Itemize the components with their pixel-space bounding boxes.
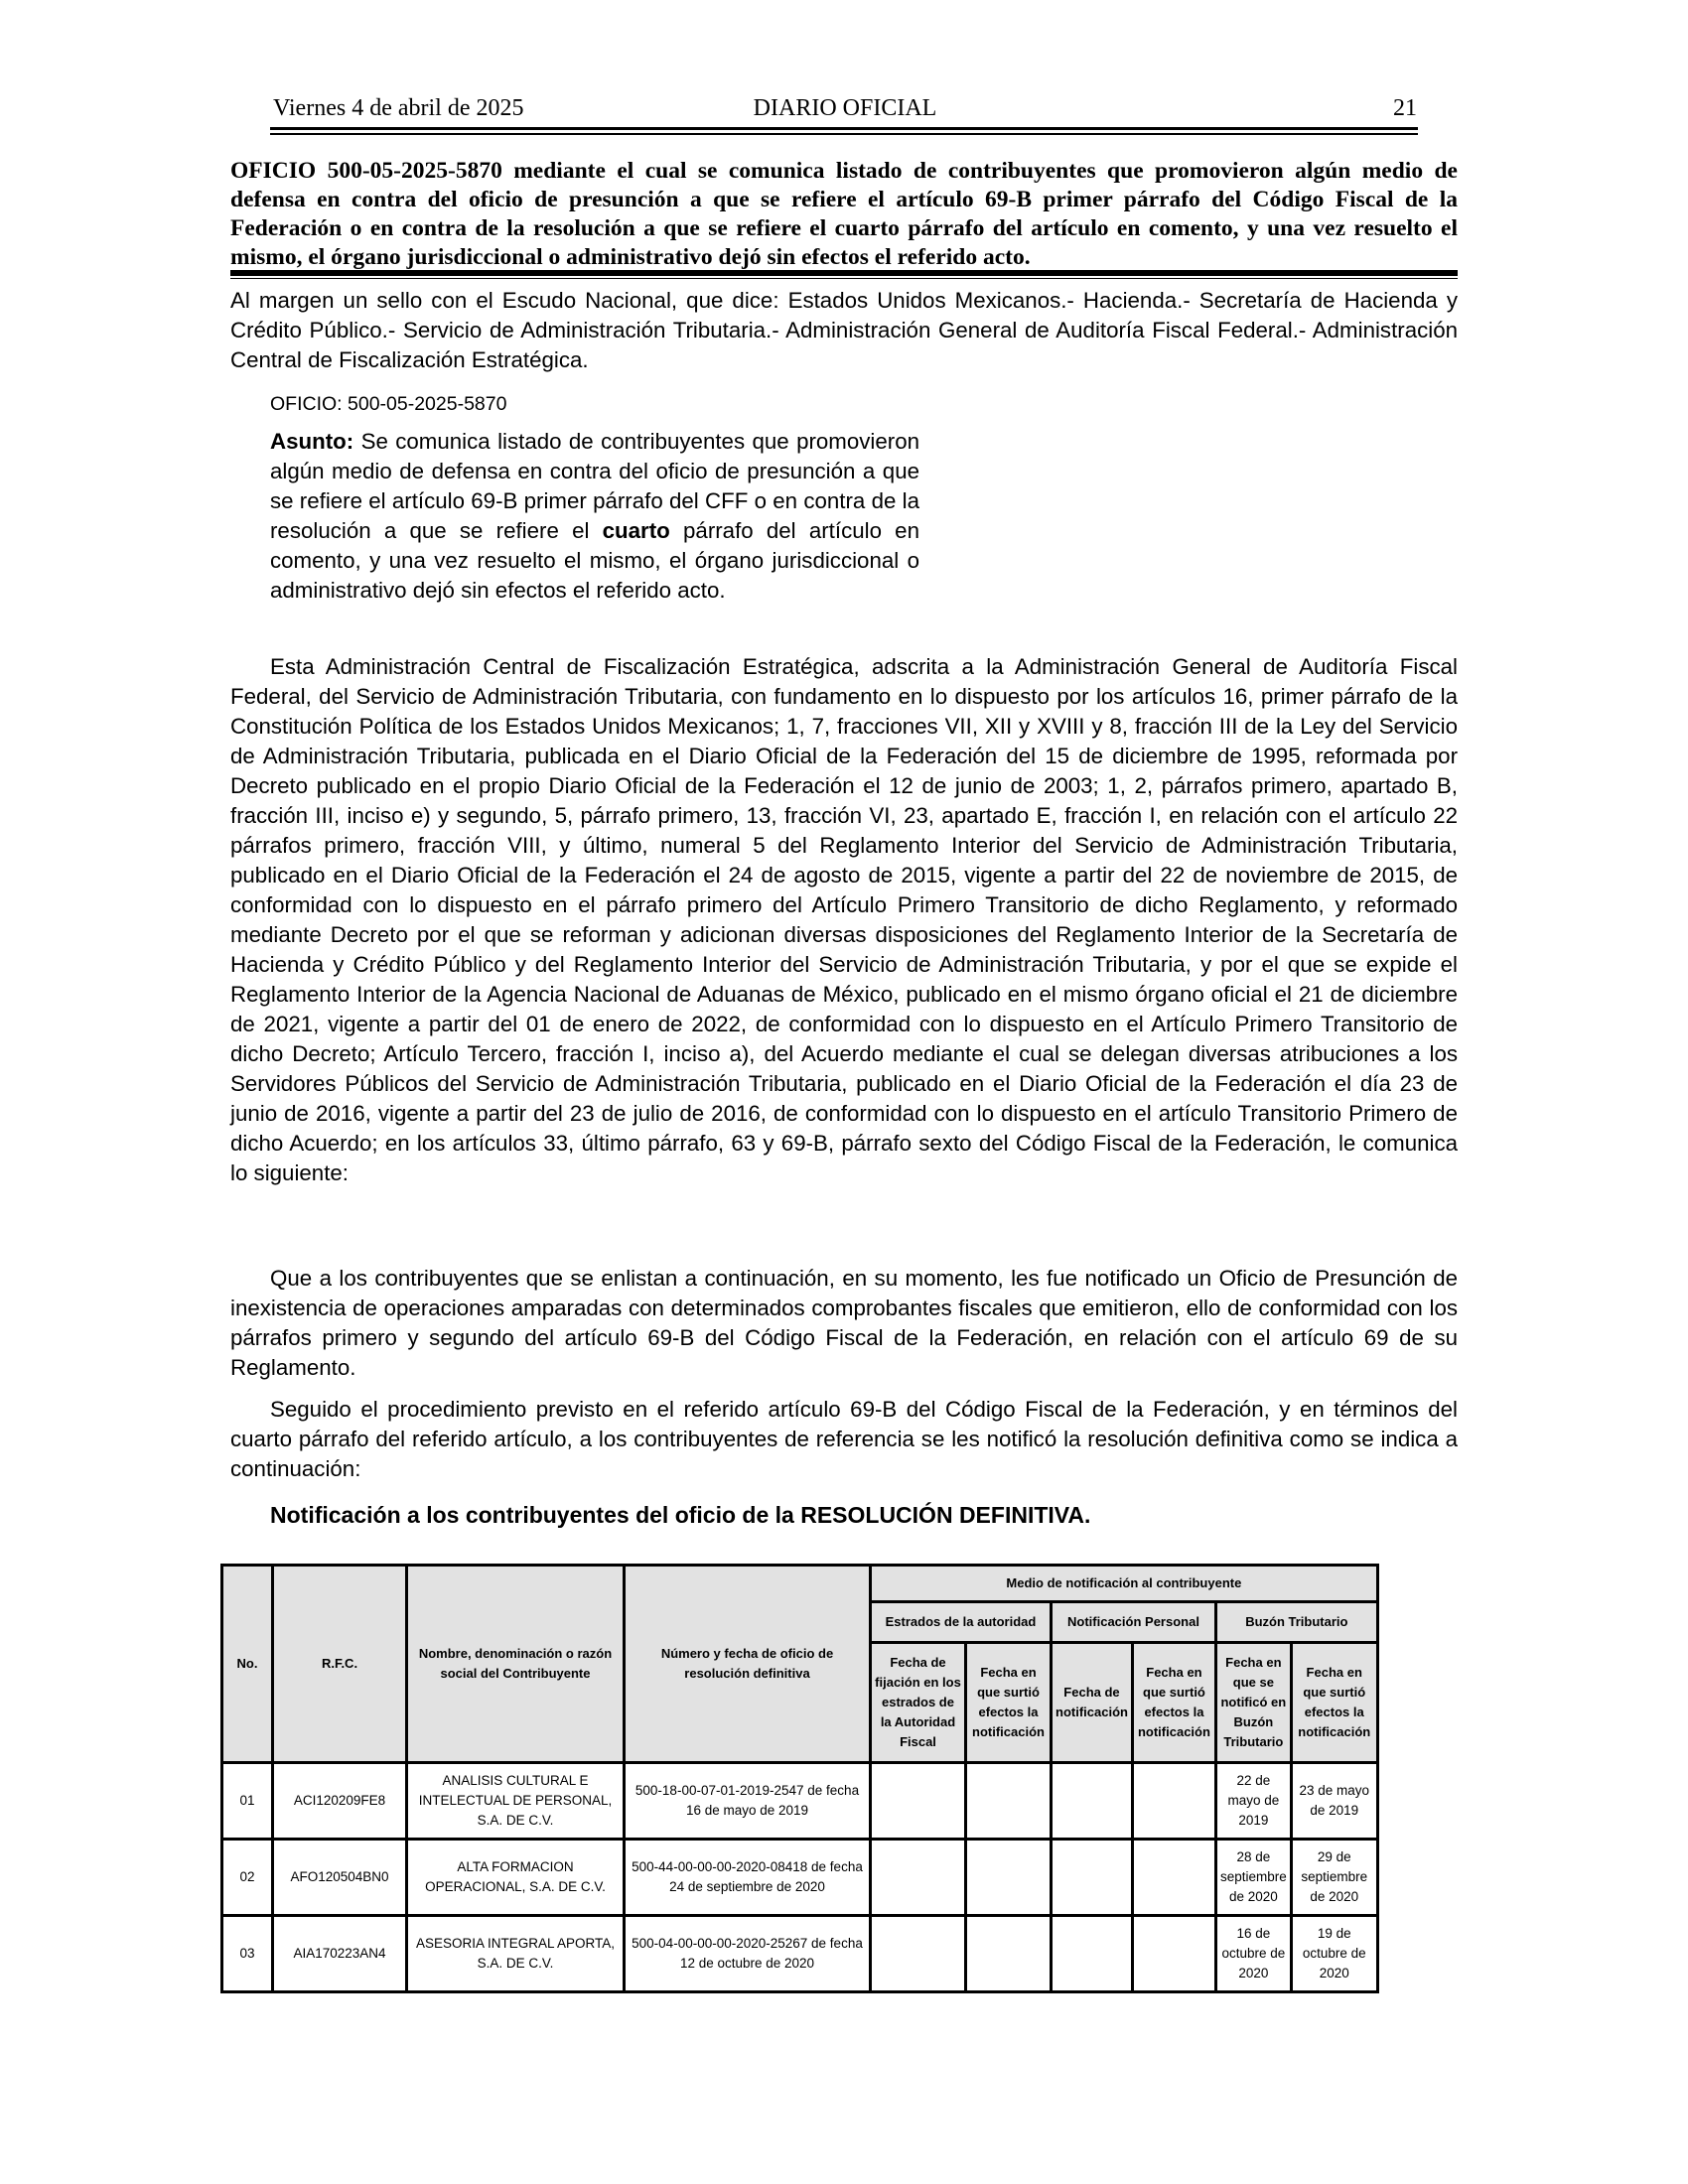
cell-oficio: 500-04-00-00-00-2020-25267 de fecha 12 de octubre de 2020: [625, 1916, 871, 1992]
cell-buzon-notificacion: 16 de octubre de 2020: [1215, 1916, 1291, 1992]
header-no: No.: [222, 1566, 273, 1763]
header-group-buzon: Buzón Tributario: [1215, 1602, 1377, 1643]
header-nombre: Nombre, denominación o razón social del Contribuyente: [407, 1566, 625, 1763]
cell-personal-notificacion: [1052, 1840, 1133, 1916]
header-estrados-fijacion: Fecha de fijación en los estrados de la Autoridad Fiscal: [871, 1643, 966, 1763]
cell-no: 01: [222, 1763, 273, 1840]
cell-no: 02: [222, 1840, 273, 1916]
cell-buzon-notificacion: 22 de mayo de 2019: [1215, 1763, 1291, 1840]
cell-buzon-efectos: 29 de septiembre de 2020: [1291, 1840, 1377, 1916]
document-title: OFICIO 500-05-2025-5870 mediante el cual se comunica listado de contribuyentes que promovieron algún medio de defensa en contra del oficio de presunción a que se refiere el artículo 69-B primer párrafo del Código Fiscal de la Federación o en contra de la resolución a que se refiere el cuarto párrafo del artículo en comento, y una vez resuelto el mismo, el órgano jurisdiccional o administrativo dejó sin efectos el referido acto.: [230, 158, 1458, 270]
table-row: [222, 1916, 1475, 1992]
cell-no: 03: [222, 1916, 273, 1992]
running-header: [273, 95, 1417, 125]
cell-estrados-efectos: [966, 1840, 1052, 1916]
cell-buzon-efectos: 19 de octubre de 2020: [1291, 1916, 1377, 1992]
cell-estrados-efectos: [966, 1916, 1052, 1992]
header-personal-notificacion: Fecha de notificación: [1052, 1643, 1133, 1763]
cell-estrados-fijacion: [871, 1840, 966, 1916]
cell-nombre: ASESORIA INTEGRAL APORTA, S.A. DE C.V.: [407, 1916, 625, 1992]
asunto-block: [270, 427, 919, 606]
cell-personal-efectos: [1132, 1763, 1215, 1840]
cell-oficio: 500-44-00-00-00-2020-08418 de fecha 24 de septiembre de 2020: [625, 1840, 871, 1916]
table-row: [222, 1840, 1475, 1916]
cell-rfc: ACI120209FE8: [273, 1763, 407, 1840]
paragraph-presuncion: Que a los contribuyentes que se enlistan a continuación, en su momento, les fue notificado un Oficio de Presunción de inexistencia de operaciones amparadas con determinados comprobantes fiscales que emitieron, ello de conformidad con los párrafos primero y segundo del artículo 69-B del Código Fiscal de la Federación, en relación con el artículo 69 de su Reglamento.: [230, 1266, 1458, 1380]
cell-estrados-efectos: [966, 1763, 1052, 1840]
header-personal-efectos: Fecha en que surtió efectos la notificación: [1132, 1643, 1215, 1763]
header-estrados-efectos: Fecha en que surtió efectos la notificación: [966, 1643, 1052, 1763]
cell-personal-notificacion: [1052, 1763, 1133, 1840]
cell-buzon-notificacion: 28 de septiembre de 2020: [1215, 1840, 1291, 1916]
header-oficio: Número y fecha de oficio de resolución definitiva: [625, 1566, 871, 1763]
cell-personal-efectos: [1132, 1840, 1215, 1916]
title-rule: [230, 270, 1458, 279]
cell-rfc: AFO120504BN0: [273, 1840, 407, 1916]
header-buzon-efectos: Fecha en que surtió efectos la notificación: [1291, 1643, 1377, 1763]
header-rule: [270, 127, 1418, 135]
oficio-reference: OFICIO: 500-05-2025-5870: [270, 393, 507, 415]
asunto-text-2: párrafo del artículo en comento, y una vez resuelto el mismo, el órgano jurisdiccional o administrativo dejó sin efectos el referido acto.: [270, 518, 919, 603]
notification-table: [220, 1564, 1476, 1993]
table-title: Notificación a los contribuyentes del oficio de la RESOLUCIÓN DEFINITIVA.: [270, 1502, 1091, 1528]
paragraph-procedimiento: Seguido el procedimiento previsto en el referido artículo 69-B del Código Fiscal de la Federación, y en términos del cuarto párrafo del referido artículo, a los contribuyentes de referencia se les notificó la resolución definitiva como se indica a continuación:: [230, 1397, 1458, 1481]
header-medio-notificacion: Medio de notificación al contribuyente: [871, 1566, 1378, 1602]
cell-personal-efectos: [1132, 1916, 1215, 1992]
cell-personal-notificacion: [1052, 1916, 1133, 1992]
asunto-bold-word: cuarto: [602, 518, 670, 543]
header-page-number: 21: [1393, 95, 1417, 121]
header-buzon-notificacion: Fecha en que se notificó en Buzón Tributario: [1215, 1643, 1291, 1763]
margin-note: Al margen un sello con el Escudo Nacional, que dice: Estados Unidos Mexicanos.- Hacienda.- Secretaría de Hacienda y Crédito Público.- Servicio de Administración Tributaria.- Administración General de Auditoría Fiscal Federal.- Administración Central de Fiscalización Estratégica.: [230, 288, 1458, 372]
paragraph-fundamento: Esta Administración Central de Fiscalización Estratégica, adscrita a la Administración General de Auditoría Fiscal Federal, del Servicio de Administración Tributaria, con fundamento en lo dispuesto por los artículos 16, primer párrafo de la Constitución Política de los Estados Unidos Mexicanos; 1, 7, fracciones VII, XII y XVIII y 8, fracción III de la Ley del Servicio de Administración Tributaria, publicada en el Diario Oficial de la Federación del 15 de diciembre de 1995, reformada por Decreto publicado en el propio Diario Oficial de la Federación el 12 de junio de 2003; 1, 2, párrafos primero, apartado B, fracción III, inciso e) y segundo, 5, párrafo primero, 13, fracción VI, 23, apartado E, fracción I, en relación con el artículo 22 párrafos primero, fracción VIII, y último, numeral 5 del Reglamento Interior del Servicio de Administración Tributaria, publicado en el Diario Oficial de la Federación el 24 de agosto de 2015, vigente a partir del 22 de noviembre de 2015, de conformidad con lo dispuesto en el párrafo primero del Artículo Primero Transitorio de dicho Reglamento, y reformado mediante Decreto por el que se reforman y adicionan diversas disposiciones del Reglamento Interior de la Secretaría de Hacienda y Crédito Público y del Reglamento Interior del Servicio de Administración Tributaria, y por el que se expide el Reglamento Interior de la Agencia Nacional de Aduanas de México, publicado en el mismo órgano oficial el 21 de diciembre de 2021, vigente a partir del 01 de enero de 2022, de conformidad con lo dispuesto en el Artículo Primero Transitorio de dicho Decreto; Artículo Tercero, fracción I, inciso a), del Acuerdo mediante el cual se delegan diversas atribuciones a los Servidores Públicos del Servicio de Administración Tributaria, publicado en el Diario Oficial de la Federación el día 23 de junio de 2016, vigente a partir del 23 de julio de 2016, de conformidad con lo dispuesto en el artículo Transitorio Primero de dicho Acuerdo; en los artículos 33, último párrafo, 63 y 69-B, párrafo sexto del Código Fiscal de la Federación, le comunica lo siguiente:: [230, 654, 1458, 1185]
cell-nombre: ALTA FORMACION OPERACIONAL, S.A. DE C.V.: [407, 1840, 625, 1916]
asunto-label: Asunto:: [270, 429, 354, 454]
cell-estrados-fijacion: [871, 1916, 966, 1992]
header-date: Viernes 4 de abril de 2025: [273, 95, 524, 121]
header-group-personal: Notificación Personal: [1052, 1602, 1216, 1643]
cell-oficio: 500-18-00-07-01-2019-2547 de fecha 16 de mayo de 2019: [625, 1763, 871, 1840]
header-group-estrados: Estrados de la autoridad: [871, 1602, 1052, 1643]
cell-rfc: AIA170223AN4: [273, 1916, 407, 1992]
cell-nombre: ANALISIS CULTURAL E INTELECTUAL DE PERSONAL, S.A. DE C.V.: [407, 1763, 625, 1840]
header-publication: DIARIO OFICIAL: [753, 95, 937, 121]
asunto-text-1: Se comunica listado de contribuyentes que promovieron algún medio de defensa en contra del oficio de presunción a que se refiere el artículo 69-B primer párrafo del CFF o en contra de la resolución a que se refiere el: [270, 429, 919, 543]
table-row: [222, 1763, 1475, 1840]
cell-buzon-efectos: 23 de mayo de 2019: [1291, 1763, 1377, 1840]
header-rfc: R.F.C.: [273, 1566, 407, 1763]
cell-estrados-fijacion: [871, 1763, 966, 1840]
